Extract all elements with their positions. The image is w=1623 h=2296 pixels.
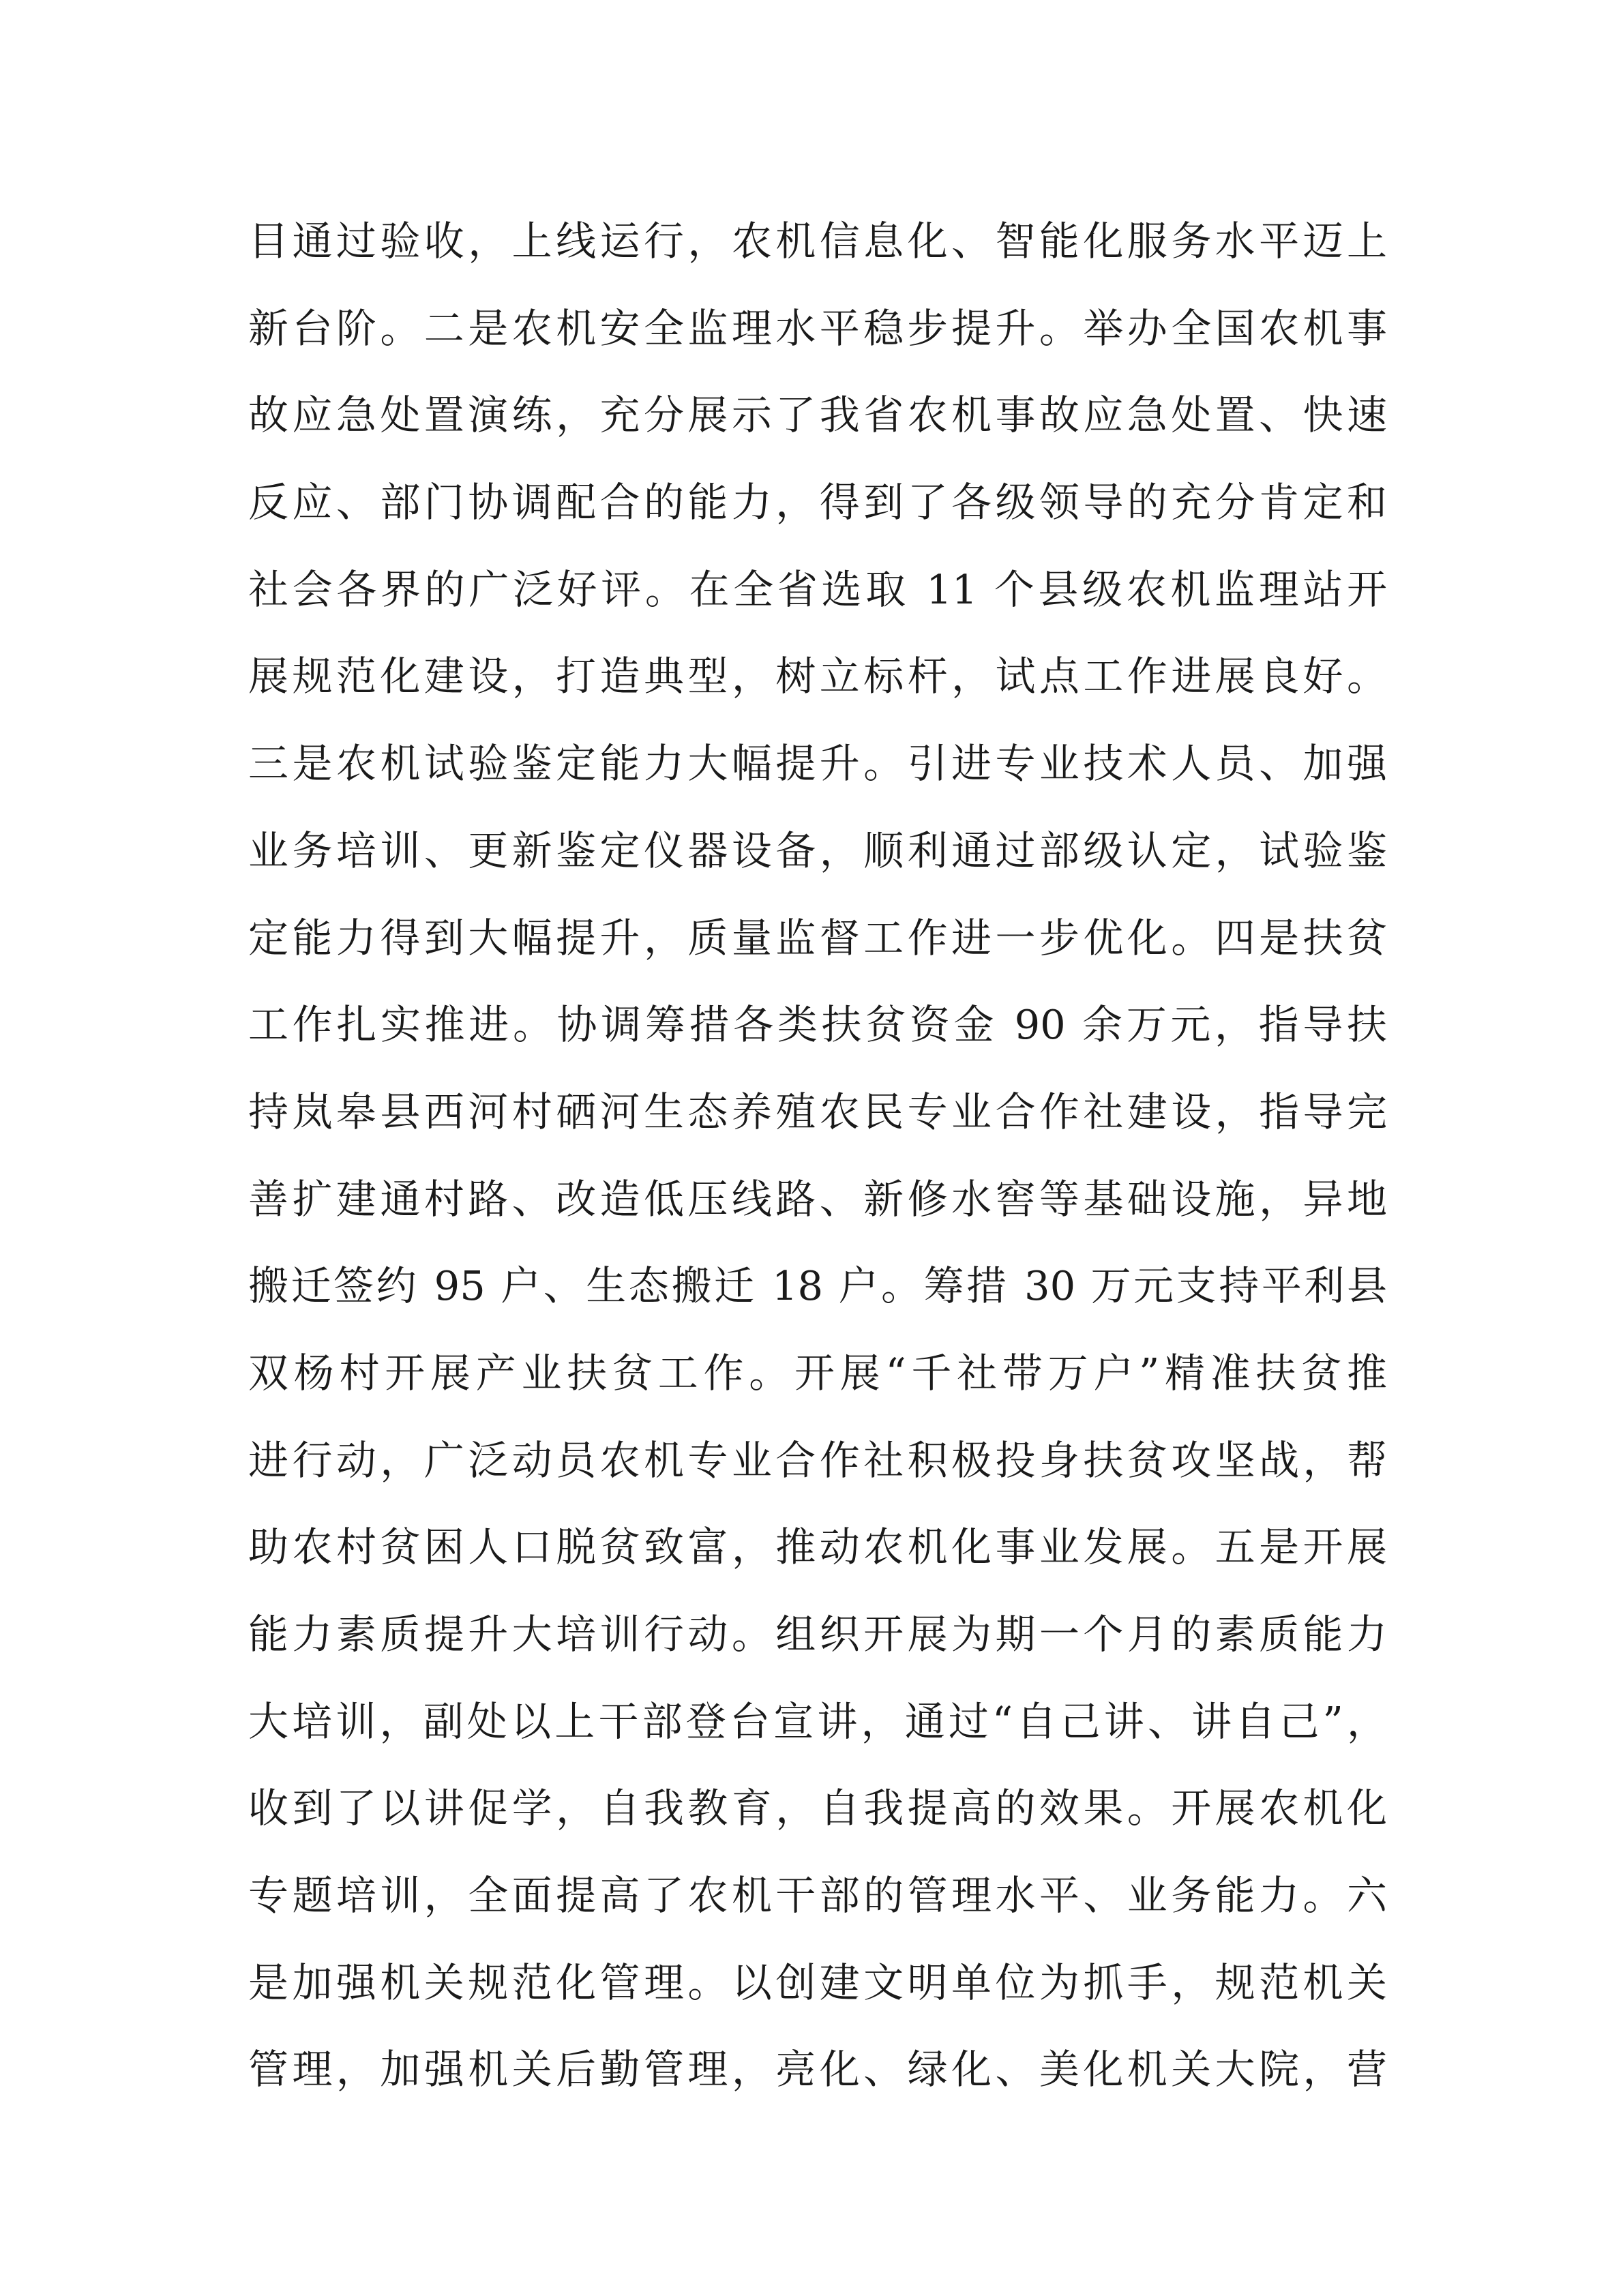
text-line: 进行动，广泛动员农机专业合作社积极投身扶贫攻坚战，帮	[248, 1436, 1387, 1484]
text-line: 能力素质提升大培训行动。组织开展为期一个月的素质能力	[248, 1611, 1387, 1658]
text-line: 目通过验收，上线运行，农机信息化、智能化服务水平迈上	[248, 218, 1387, 265]
text-line: 定能力得到大幅提升，质量监督工作进一步优化。四是扶贫	[248, 914, 1387, 961]
text-line: 故应急处置演练，充分展示了我省农机事故应急处置、快速	[248, 391, 1387, 439]
text-line: 社会各界的广泛好评。在全省选取 11 个县级农机监理站开	[248, 565, 1387, 613]
text-line: 管理，加强机关后勤管理，亮化、绿化、美化机关大院，营	[248, 2046, 1387, 2093]
text-line: 专题培训，全面提高了农机干部的管理水平、业务能力。六	[248, 1872, 1387, 1920]
text-line: 是加强机关规范化管理。以创建文明单位为抓手，规范机关	[248, 1958, 1387, 2006]
text-line: 反应、部门协调配合的能力，得到了各级领导的充分肯定和	[248, 479, 1387, 526]
text-line: 双杨村开展产业扶贫工作。开展“千社带万户”精准扶贫推	[248, 1349, 1387, 1397]
text-line: 展规范化建设，打造典型，树立标杆，试点工作进展良好。	[248, 653, 1387, 700]
text-line: 业务培训、更新鉴定仪器设备，顺利通过部级认定，试验鉴	[248, 826, 1387, 874]
text-line: 收到了以讲促学，自我教育，自我提高的效果。开展农机化	[248, 1785, 1387, 1832]
text-line: 善扩建通村路、改造低压线路、新修水窖等基础设施，异地	[248, 1175, 1387, 1223]
text-line: 三是农机试验鉴定能力大幅提升。引进专业技术人员、加强	[248, 740, 1387, 788]
text-line: 助农村贫困人口脱贫致富，推动农机化事业发展。五是开展	[248, 1523, 1387, 1571]
text-line: 工作扎实推进。协调筹措各类扶贫资金 90 余万元，指导扶	[248, 1001, 1387, 1049]
text-line: 持岚皋县西河村硒河生态养殖农民专业合作社建设，指导完	[248, 1088, 1387, 1135]
text-line: 大培训，副处以上干部登台宣讲，通过“自己讲、讲自己”，	[248, 1697, 1387, 1745]
text-line: 搬迁签约 95 户、生态搬迁 18 户。筹措 30 万元支持平利县	[248, 1262, 1387, 1310]
body-paragraph	[248, 198, 1387, 2113]
text-line: 新台阶。二是农机安全监理水平稳步提升。举办全国农机事	[248, 304, 1387, 352]
